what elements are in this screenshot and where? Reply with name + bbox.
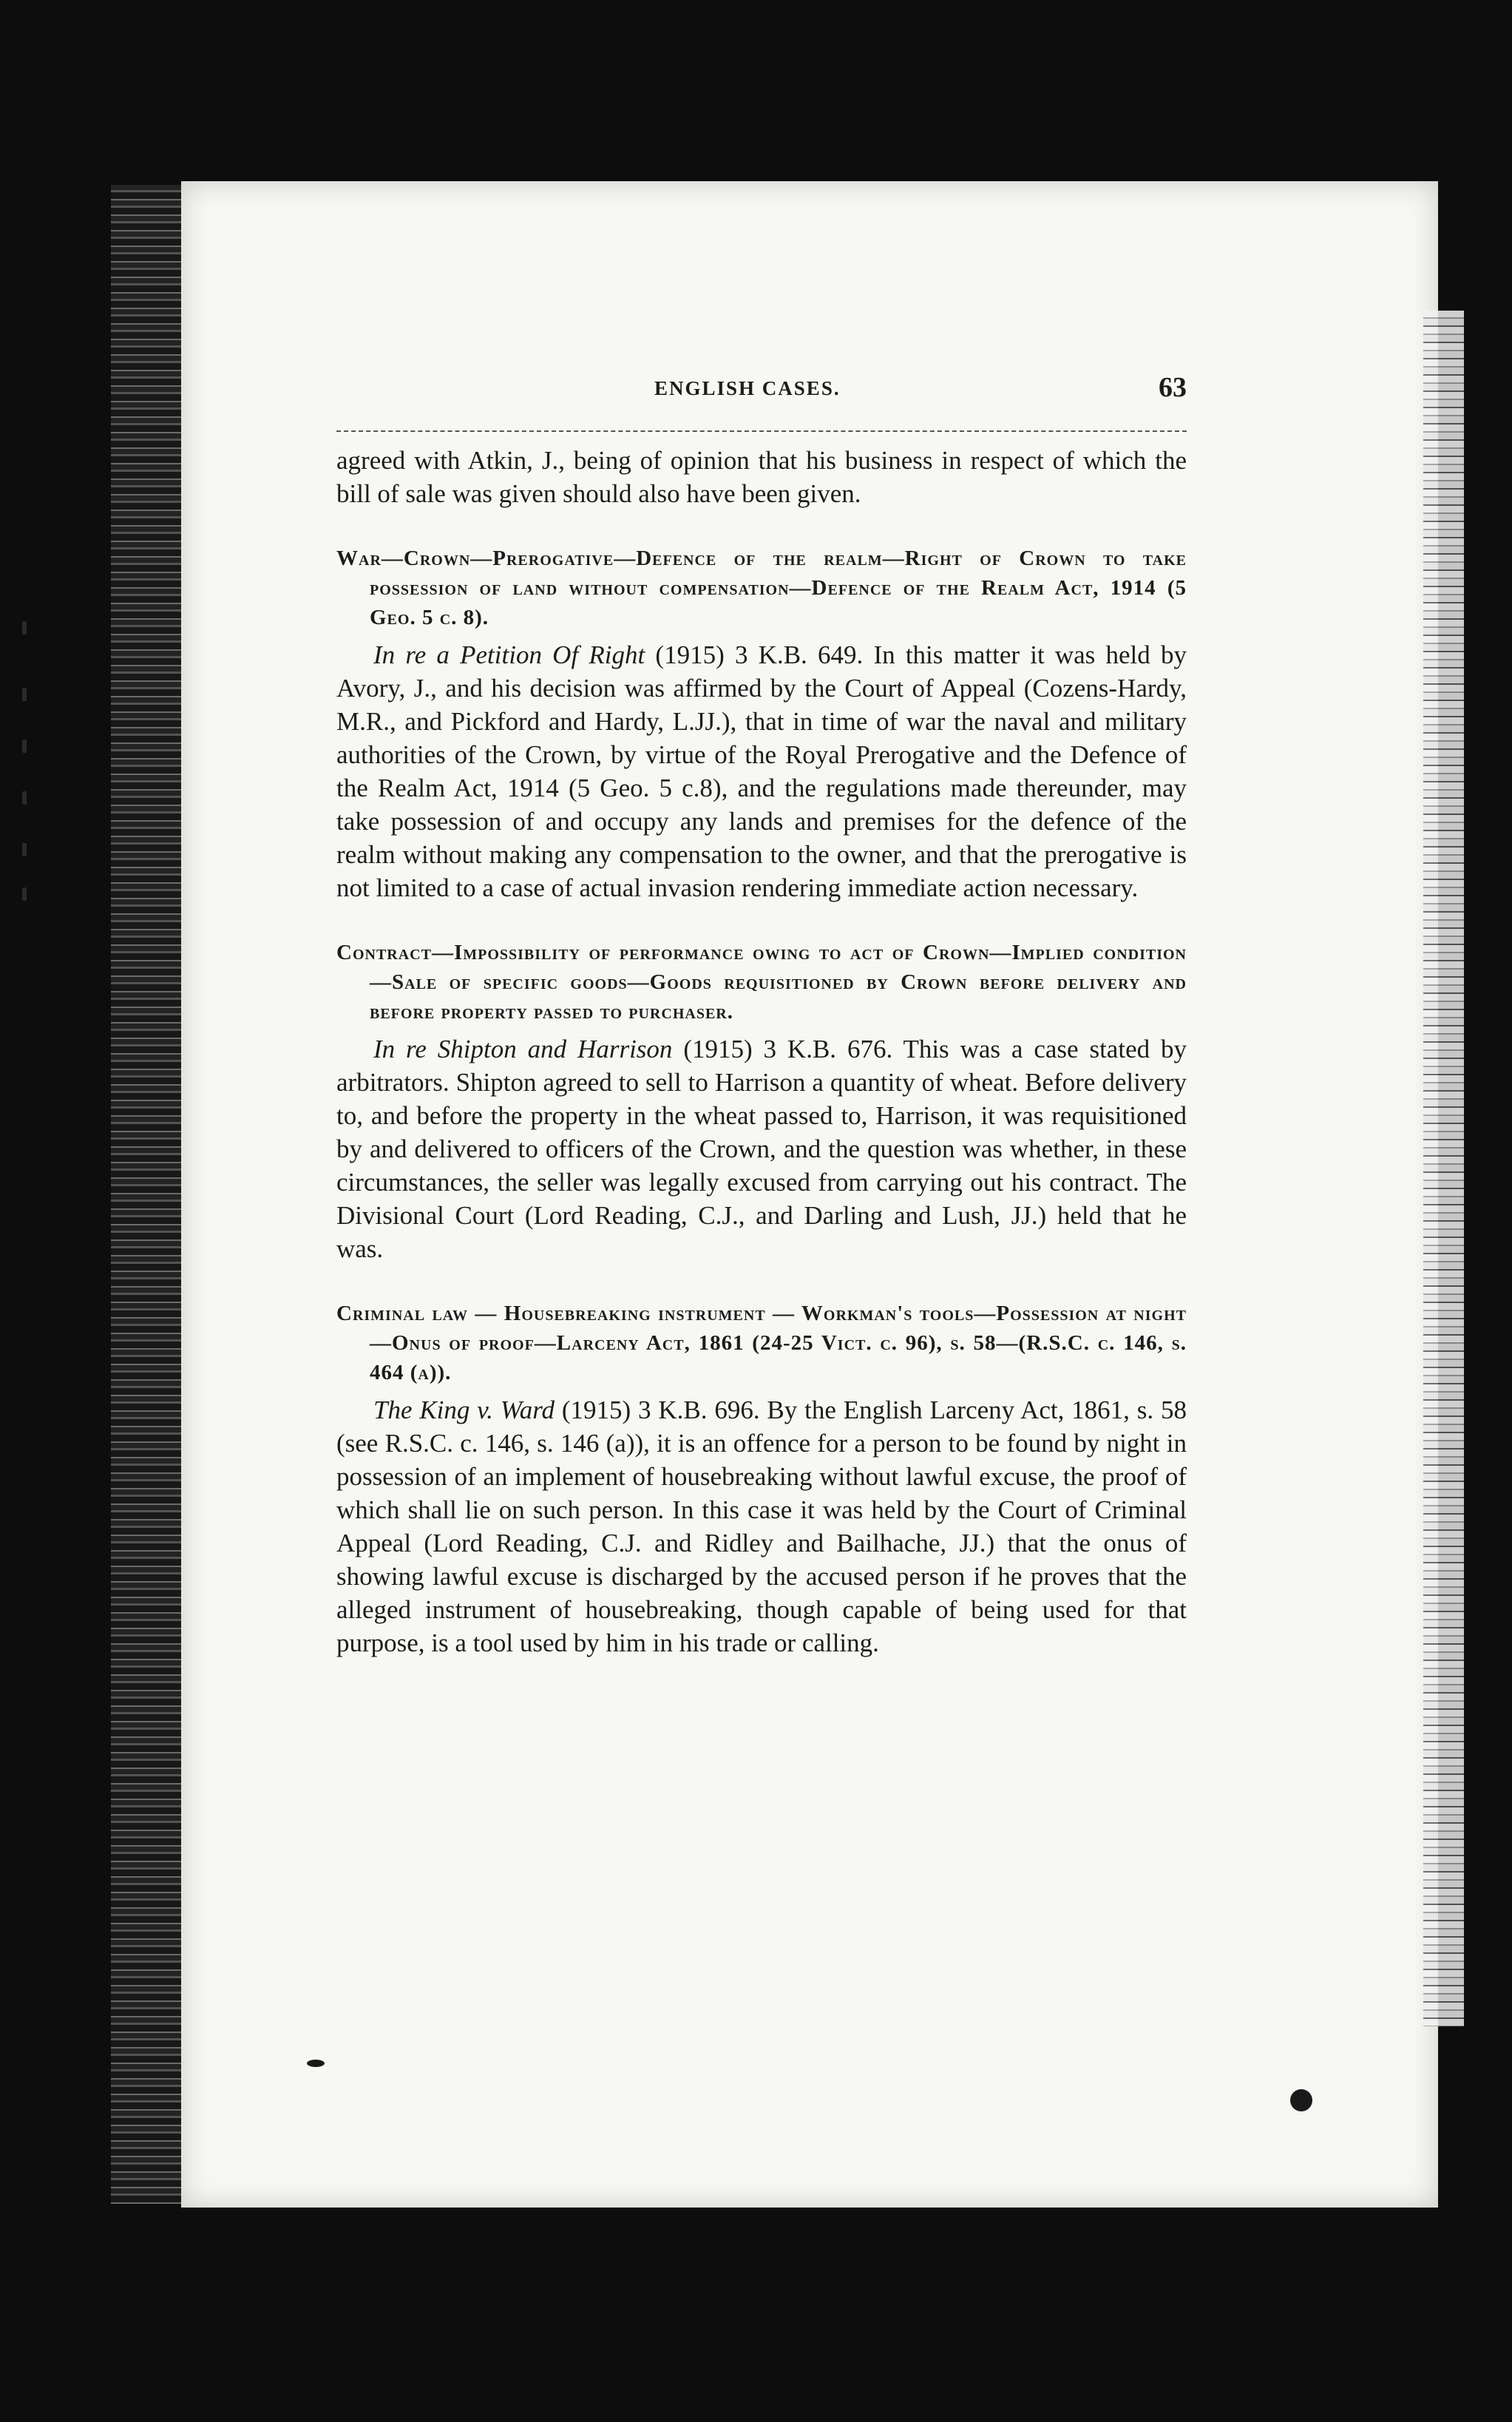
- running-title: ENGLISH CASES.: [654, 377, 841, 399]
- margin-marks: [13, 621, 43, 902]
- ink-smudge: [307, 2060, 325, 2067]
- section-heading-war: War—Crown—Prerogative—Defence of the realm—Right of Crown to take possession of land without compensation—Defence of the Realm Act, 1914 (5 Geo. 5 c. 8).: [336, 547, 1187, 629]
- case-paragraph-shipton: In re Shipton and Harrison (1915) 3 K.B. 676. This was a case stated by arbitrators. Shipton agreed to sell to Harrison a quantity of wheat. Before delivery to, and before the property in the wheat passed to, Harrison, it was requisitioned by and delivered to officers of the Crown, and the question was whether, in these circumstances, the seller was legally excused from carrying out his contract. The Divisional Court (Lord Reading, C.J., and Darling and Lush, JJ.) held that he was.: [336, 1035, 1187, 1263]
- case-paragraph-petition-of-right: In re a Petition Of Right (1915) 3 K.B. 649. In this matter it was held by Avory, J., and his decision was affirmed by the Court of Appeal (Cozens-Hardy, M.R., and Pickford and Hardy, L.JJ.), that in time of war the naval and military authorities of the Crown, by virtue of the Royal Prerogative and the Defence of the Realm Act, 1914 (5 Geo. 5 c.8), and the regulations made thereunder, may take possession of and occupy any lands and premises for the defence of the realm without making any compensation to the owner, and that the prerogative is not limited to a case of actual invasion rendering immediate action necessary.: [336, 640, 1187, 902]
- header-rule: [336, 430, 1187, 432]
- continued-paragraph: agreed with Atkin, J., being of opinion that his business in respect of which the bill of sale was given should also have been given.: [336, 446, 1187, 508]
- case-name: In re Shipton and Harrison: [373, 1035, 673, 1063]
- running-header: [336, 372, 1187, 422]
- section-heading-criminal-law: Criminal law — Housebreaking instrument — Workman's tools—Possession at night—Onus of proof—Larceny Act, 1861 (24-25 Vict. c. 96), s. 58—(R.S.C. c. 146, s. 464 (a)).: [336, 1302, 1187, 1384]
- ink-smudge: [1290, 2089, 1312, 2111]
- page-edge-right: [1423, 311, 1464, 2026]
- page-number: 63: [1159, 372, 1187, 403]
- page-edge-left: [111, 185, 192, 2204]
- case-name: The King v. Ward: [373, 1396, 555, 1424]
- section-heading-contract: Contract—Impossibility of performance owing to act of Crown—Implied condition—Sale of specific goods—Goods requisitioned by Crown before delivery and before property passed to purchaser.: [336, 941, 1187, 1024]
- case-name: In re a Petition Of Right: [373, 640, 645, 669]
- case-paragraph-king-v-ward: The King v. Ward (1915) 3 K.B. 696. By the English Larceny Act, 1861, s. 58 (see R.S.C. c. 146, s. 146 (a)), it is an offence for a person to be found by night in possession of an implement of housebreaking without lawful excuse, the proof of which shall lie on such person. In this case it was held by the Court of Criminal Appeal (Lord Reading, C.J. and Ridley and Bailhache, JJ.) that the onus of showing lawful excuse is discharged by the accused person if he proves that the alleged instrument of housebreaking, though capable of being used for that purpose, is a tool used by him in his trade or calling.: [336, 1396, 1187, 1657]
- article-body: [336, 444, 1187, 1660]
